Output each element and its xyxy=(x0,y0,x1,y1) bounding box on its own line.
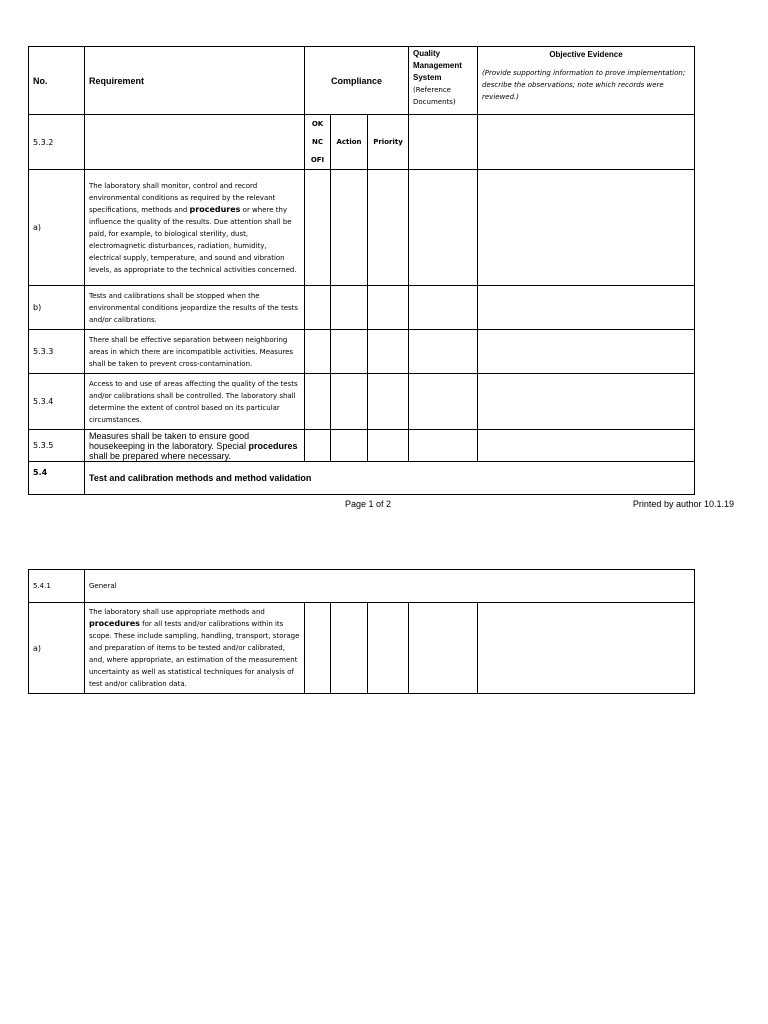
ok-cell[interactable] xyxy=(305,603,331,694)
priority-label: Priority xyxy=(368,115,409,170)
action-cell[interactable] xyxy=(331,374,368,430)
subheader-row xyxy=(29,115,695,170)
ok-cell[interactable] xyxy=(305,330,331,374)
header-evidence xyxy=(478,47,695,115)
qms-cell[interactable] xyxy=(409,330,478,374)
requirement-text xyxy=(85,430,305,462)
ok-cell[interactable] xyxy=(305,286,331,330)
ok-cell[interactable] xyxy=(305,170,331,286)
action-cell[interactable] xyxy=(331,330,368,374)
section-row xyxy=(29,462,695,495)
priority-cell[interactable] xyxy=(368,603,409,694)
action-cell[interactable] xyxy=(331,286,368,330)
evidence-cell[interactable] xyxy=(478,330,695,374)
header-evidence-note: (Provide supporting information to prove implementation; describe the observations; note which records were reviewed.) xyxy=(482,69,686,101)
page-number: Page 1 of 2 xyxy=(345,499,392,509)
header-qms-title: Quality Management System xyxy=(413,49,462,82)
nc-label: NC xyxy=(312,138,323,146)
header-compliance: Compliance xyxy=(305,47,409,115)
action-cell[interactable] xyxy=(331,430,368,462)
action-cell[interactable] xyxy=(331,603,368,694)
evidence-cell[interactable] xyxy=(478,603,695,694)
section-title: Test and calibration methods and method validation xyxy=(85,462,695,495)
header-row xyxy=(29,47,695,115)
printed-by: Printed by author 10.1.19 xyxy=(632,499,734,509)
ok-cell[interactable] xyxy=(305,430,331,462)
row-number: b) xyxy=(29,286,85,330)
evidence-cell[interactable] xyxy=(478,170,695,286)
requirement-text: Tests and calibrations shall be stopped when the environmental conditions jeopardize the results of the tests and/or calibrations. xyxy=(85,286,305,330)
row-number: 5.4.1 xyxy=(29,570,85,603)
requirement-text-part: The laboratory shall use appropriate methods and xyxy=(89,608,265,616)
qms-cell[interactable] xyxy=(409,603,478,694)
requirement-text-bold: procedures xyxy=(189,204,241,214)
row-number: a) xyxy=(29,170,85,286)
header-no: No. xyxy=(29,47,85,115)
requirement-text-part: for all tests and/or calibrations within its scope. These include sampling, handling, transport, storage and preparation of items to be tested and/or calibrated, and, where appropriate, an estimation of the measurement uncertainty as well as statistical techniques for analysis of test and/or calibration data. xyxy=(89,620,300,688)
qms-cell[interactable] xyxy=(409,170,478,286)
qms-cell[interactable] xyxy=(409,374,478,430)
requirement-text-part: shall be prepared where necessary. xyxy=(89,450,231,461)
row-number: 5.3.4 xyxy=(29,374,85,430)
evidence-cell[interactable] xyxy=(478,374,695,430)
action-label: Action xyxy=(331,115,368,170)
qms-cell[interactable] xyxy=(409,286,478,330)
table-row xyxy=(29,603,695,694)
requirement-text-bold: procedures xyxy=(248,440,298,451)
section-number: 5.4 xyxy=(29,462,85,495)
requirement-text: There shall be effective separation between neighboring areas in which there are incompatible activities. Measures shall be taken to prevent cross-contamination. xyxy=(85,330,305,374)
evidence-cell[interactable] xyxy=(478,430,695,462)
ofi-label: OFI xyxy=(310,156,325,164)
qms-cell[interactable] xyxy=(409,430,478,462)
general-label: General xyxy=(85,570,695,603)
qms-cell[interactable] xyxy=(409,115,478,170)
evidence-cell[interactable] xyxy=(478,286,695,330)
table-row xyxy=(29,170,695,286)
table-row xyxy=(29,374,695,430)
header-requirement: Requirement xyxy=(85,47,305,115)
priority-cell[interactable] xyxy=(368,170,409,286)
header-qms xyxy=(409,47,478,115)
ok-cell[interactable] xyxy=(305,374,331,430)
header-qms-sub: (Reference Documents) xyxy=(413,86,456,106)
action-cell[interactable] xyxy=(331,170,368,286)
checklist-table-page2 xyxy=(28,569,695,694)
priority-cell[interactable] xyxy=(368,330,409,374)
table-row xyxy=(29,430,695,462)
requirement-text-part: or where thy influence the quality of the results. Due attention shall be paid, for example, to biological sterility, dust, electromagnetic disturbances, radiation, humidity, electrical supply, temperature, and sound and vibration levels, as appropriate to the technical activities concerned. xyxy=(89,205,297,274)
priority-cell[interactable] xyxy=(368,286,409,330)
table-row xyxy=(29,330,695,374)
checklist-table-page1 xyxy=(28,46,695,495)
ok-nc-ofi-cell xyxy=(305,115,331,170)
row-number: 5.3.3 xyxy=(29,330,85,374)
requirement-text xyxy=(85,170,305,286)
general-row xyxy=(29,570,695,603)
requirement-text-bold: procedures xyxy=(89,619,140,628)
requirement-cell-empty xyxy=(85,115,305,170)
requirement-text-part: The laboratory shall monitor, control and record environmental conditions as required by the relevant specifications, methods and xyxy=(89,181,276,214)
row-number: a) xyxy=(29,603,85,694)
priority-cell[interactable] xyxy=(368,374,409,430)
priority-cell[interactable] xyxy=(368,430,409,462)
row-number: 5.3.2 xyxy=(29,115,85,170)
header-evidence-title: Objective Evidence xyxy=(549,50,623,59)
requirement-text-part: Measures shall be taken to ensure good housekeeping in the laboratory. Special xyxy=(89,430,250,451)
requirement-text: Access to and use of areas affecting the quality of the tests and/or calibrations shall be controlled. The laboratory shall determine the extent of control based on its particular circumstances. xyxy=(85,374,305,430)
table-row xyxy=(29,286,695,330)
requirement-text xyxy=(85,603,305,694)
ok-label: OK xyxy=(311,120,324,128)
evidence-cell[interactable] xyxy=(478,115,695,170)
row-number: 5.3.5 xyxy=(29,430,85,462)
